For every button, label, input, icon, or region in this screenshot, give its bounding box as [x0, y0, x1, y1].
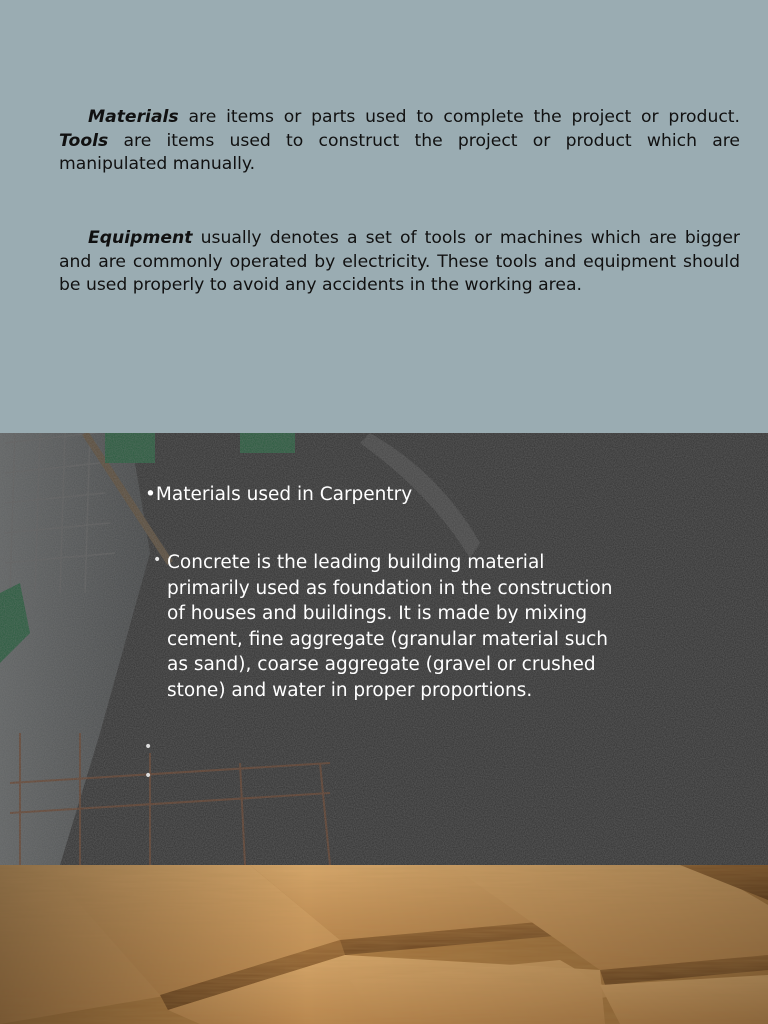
empty-bullet: • [144, 739, 153, 755]
definitions-slide [0, 0, 768, 433]
concrete-description: Concrete is the leading building material primarily used as foundation in the construction of houses and buildings. It is made by mixing cement, fine aggregate (granular material such as sand), coarse aggregate (gravel or crushed stone) and water in proper proportions. [167, 552, 613, 701]
concrete-slide [0, 433, 768, 865]
empty-bullet: • [144, 768, 153, 784]
lumber-slide [0, 865, 768, 1024]
equipment-definition: usually denotes a set of tools or machines which are bigger and are commonly operated by electricity. These tools and equipment should be used properly to avoid any accidents in the working area. [59, 228, 740, 295]
concrete-bullet-marker: • [153, 552, 162, 568]
carpentry-materials-heading: •Materials used in Carpentry [145, 484, 413, 505]
materials-definition: are items or parts used to complete the project or product. [178, 107, 740, 127]
equipment-paragraph [59, 227, 740, 298]
materials-tools-paragraph [59, 106, 740, 177]
materials-term: Materials [88, 107, 179, 127]
tools-term: Tools [59, 130, 109, 151]
tools-definition: are items used to construct the project or product which are manipulated manually. [59, 130, 740, 174]
lumber-planks-photo [0, 865, 768, 1024]
equipment-term: Equipment [88, 228, 193, 248]
